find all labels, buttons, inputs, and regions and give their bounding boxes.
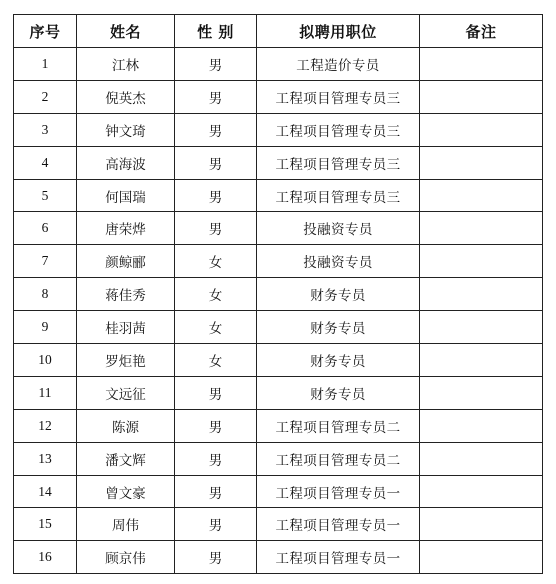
cell-note — [420, 409, 543, 442]
cell-position: 财务专员 — [257, 278, 420, 311]
cell-position: 工程项目管理专员一 — [257, 475, 420, 508]
cell-position: 财务专员 — [257, 311, 420, 344]
table-row — [14, 541, 543, 574]
header-note: 备注 — [420, 15, 543, 48]
table-row — [14, 48, 543, 81]
cell-name: 文远征 — [77, 376, 175, 409]
cell-name: 何国瑞 — [77, 179, 175, 212]
table-row — [14, 409, 543, 442]
cell-gender: 男 — [175, 442, 257, 475]
cell-position: 工程项目管理专员一 — [257, 541, 420, 574]
cell-gender: 男 — [175, 113, 257, 146]
cell-note — [420, 311, 543, 344]
cell-name: 高海波 — [77, 146, 175, 179]
cell-note — [420, 541, 543, 574]
cell-note — [420, 376, 543, 409]
header-position: 拟聘用职位 — [257, 15, 420, 48]
cell-note — [420, 146, 543, 179]
cell-position: 工程项目管理专员三 — [257, 113, 420, 146]
cell-gender: 女 — [175, 311, 257, 344]
hiring-roster-table — [13, 14, 543, 574]
cell-name: 唐荣烨 — [77, 212, 175, 245]
cell-index: 14 — [14, 475, 77, 508]
cell-position: 财务专员 — [257, 376, 420, 409]
cell-position: 工程项目管理专员一 — [257, 508, 420, 541]
header-row — [14, 15, 543, 48]
table-row — [14, 278, 543, 311]
cell-position: 工程项目管理专员三 — [257, 179, 420, 212]
table-row — [14, 442, 543, 475]
cell-name: 倪英杰 — [77, 80, 175, 113]
cell-gender: 男 — [175, 409, 257, 442]
cell-name: 江林 — [77, 48, 175, 81]
cell-note — [420, 212, 543, 245]
cell-note — [420, 442, 543, 475]
cell-position: 工程项目管理专员三 — [257, 80, 420, 113]
cell-name: 潘文辉 — [77, 442, 175, 475]
table-row — [14, 245, 543, 278]
cell-note — [420, 48, 543, 81]
cell-note — [420, 113, 543, 146]
table-body — [14, 48, 543, 574]
header-index: 序号 — [14, 15, 77, 48]
table-row — [14, 80, 543, 113]
table-row — [14, 344, 543, 377]
table-row — [14, 212, 543, 245]
cell-gender: 男 — [175, 212, 257, 245]
cell-index: 7 — [14, 245, 77, 278]
cell-position: 投融资专员 — [257, 212, 420, 245]
table-row — [14, 179, 543, 212]
table-row — [14, 376, 543, 409]
cell-gender: 男 — [175, 376, 257, 409]
cell-position: 投融资专员 — [257, 245, 420, 278]
cell-gender: 男 — [175, 508, 257, 541]
table-row — [14, 146, 543, 179]
cell-index: 4 — [14, 146, 77, 179]
cell-position: 工程项目管理专员二 — [257, 442, 420, 475]
cell-gender: 女 — [175, 344, 257, 377]
cell-gender: 男 — [175, 146, 257, 179]
cell-gender: 女 — [175, 278, 257, 311]
cell-gender: 男 — [175, 48, 257, 81]
cell-name: 桂羽茜 — [77, 311, 175, 344]
cell-index: 2 — [14, 80, 77, 113]
cell-name: 周伟 — [77, 508, 175, 541]
table-row — [14, 475, 543, 508]
header-gender: 性 别 — [175, 15, 257, 48]
cell-position: 财务专员 — [257, 344, 420, 377]
cell-note — [420, 278, 543, 311]
cell-position: 工程造价专员 — [257, 48, 420, 81]
cell-index: 16 — [14, 541, 77, 574]
cell-index: 11 — [14, 376, 77, 409]
cell-note — [420, 344, 543, 377]
cell-note — [420, 80, 543, 113]
cell-gender: 女 — [175, 245, 257, 278]
table-row — [14, 311, 543, 344]
cell-gender: 男 — [175, 80, 257, 113]
cell-name: 陈源 — [77, 409, 175, 442]
cell-position: 工程项目管理专员三 — [257, 146, 420, 179]
cell-gender: 男 — [175, 541, 257, 574]
cell-name: 颜鲸郦 — [77, 245, 175, 278]
cell-gender: 男 — [175, 475, 257, 508]
cell-position: 工程项目管理专员二 — [257, 409, 420, 442]
cell-index: 5 — [14, 179, 77, 212]
cell-name: 钟文琦 — [77, 113, 175, 146]
cell-name: 罗炬艳 — [77, 344, 175, 377]
cell-note — [420, 475, 543, 508]
cell-name: 曾文豪 — [77, 475, 175, 508]
cell-index: 3 — [14, 113, 77, 146]
cell-index: 9 — [14, 311, 77, 344]
cell-index: 10 — [14, 344, 77, 377]
cell-name: 蒋佳秀 — [77, 278, 175, 311]
cell-gender: 男 — [175, 179, 257, 212]
header-name: 姓名 — [77, 15, 175, 48]
cell-name: 顾京伟 — [77, 541, 175, 574]
table-row — [14, 113, 543, 146]
cell-index: 13 — [14, 442, 77, 475]
table-header — [14, 15, 543, 48]
cell-index: 15 — [14, 508, 77, 541]
cell-index: 12 — [14, 409, 77, 442]
cell-note — [420, 508, 543, 541]
cell-note — [420, 179, 543, 212]
cell-index: 1 — [14, 48, 77, 81]
cell-index: 8 — [14, 278, 77, 311]
cell-index: 6 — [14, 212, 77, 245]
table-row — [14, 508, 543, 541]
cell-note — [420, 245, 543, 278]
